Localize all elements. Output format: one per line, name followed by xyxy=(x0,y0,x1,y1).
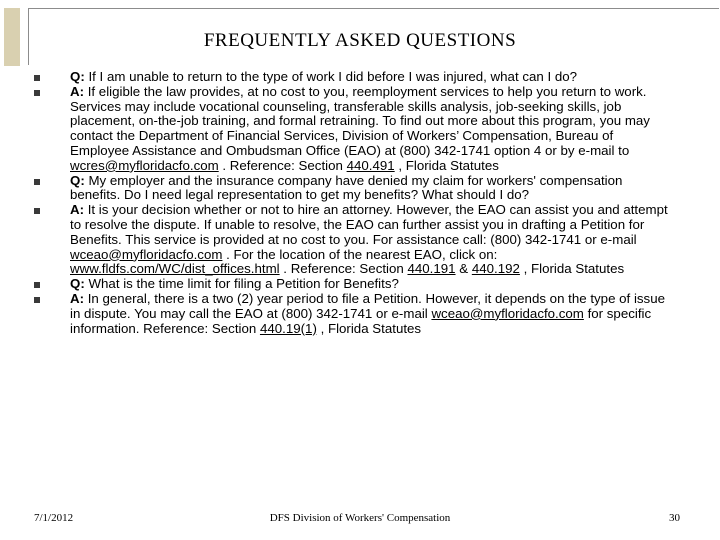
faq-question-3 xyxy=(34,277,674,292)
question-label: Q: xyxy=(70,276,85,292)
answer-label: A: xyxy=(70,83,85,99)
statute-link[interactable]: 440.191 xyxy=(407,261,456,277)
footer-date: 7/1/2012 xyxy=(34,512,74,524)
answer-text: If eligible the law provides, at no cost to you, reemployment services to help you return to work. Services may include vocational counseling, transferable skills analysis, job-seeking skills, job placement, on-the-job training, and formal retraining. To find out more about this program, you may contact the Department of Financial Services, Division of Workers’ Compensation, Bureau of Employee Assistance and Ombudsman Office (EAO) at (800) 342-1741 option 4 or by e-mail to xyxy=(70,83,650,158)
faq-answer-3 xyxy=(34,292,674,336)
bullet-icon xyxy=(34,90,40,96)
answer-text: In general, there is a two (2) year period to file a Petition. However, it depends on the type of issue in dispute. You may call the EAO at (800) 342-1741 or e-mail xyxy=(70,290,665,321)
email-link[interactable]: wceao@myfloridacfo.com xyxy=(431,305,584,321)
bullet-icon xyxy=(34,179,40,185)
answer-text-cont: . Reference: Section xyxy=(279,261,408,277)
answer-text-end: , Florida Statutes xyxy=(519,261,625,277)
bullet-icon xyxy=(34,297,40,303)
email-link[interactable]: wcres@myfloridacfo.com xyxy=(70,157,219,173)
answer-label: A: xyxy=(70,290,85,306)
question-label: Q: xyxy=(70,172,85,188)
statute-link[interactable]: 440.491 xyxy=(346,157,395,173)
bullet-icon xyxy=(34,75,40,81)
faq-list xyxy=(34,70,674,336)
page-number: 30 xyxy=(669,512,680,524)
email-link[interactable]: wceao@myfloridacfo.com xyxy=(70,246,223,262)
bullet-icon xyxy=(34,208,40,214)
statute-link[interactable]: 440.192 xyxy=(471,261,520,277)
question-text: My employer and the insurance company have denied my claim for workers' compensation benefits. Do I need legal representation to get my benefits? What should I do? xyxy=(70,172,623,203)
answer-label: A: xyxy=(70,202,85,218)
answer-text-cont: & xyxy=(455,261,472,277)
answer-text: It is your decision whether or not to hire an attorney. However, the EAO can assist you and attempt to resolve the dispute. If unable to resolve, the EAO can further assist you in drafting a Petition for Benefits. This service is provided at no cost to you. For assistance call: (800) 342-1741 or e-mail xyxy=(70,202,668,247)
question-text: What is the time limit for filing a Petition for Benefits? xyxy=(84,276,399,292)
answer-text-end: , Florida Statutes xyxy=(316,320,422,336)
offices-link[interactable]: www.fldfs.com/WC/dist_offices.html xyxy=(70,261,280,277)
answer-text-end: , Florida Statutes xyxy=(394,157,499,173)
footer-title: DFS Division of Workers' Compensation xyxy=(269,512,451,524)
answer-text-cont: . Reference: Section xyxy=(218,157,347,173)
bullet-icon xyxy=(34,282,40,288)
statute-link[interactable]: 440.19(1) xyxy=(259,320,317,336)
faq-question-2 xyxy=(34,174,674,204)
question-text: If I am unable to return to the type of work I did before I was injured, what can I do? xyxy=(84,69,578,84)
page-title: FREQUENTLY ASKED QUESTIONS xyxy=(203,30,517,51)
answer-text-cont: for specific information. Reference: Section xyxy=(70,305,652,336)
question-label: Q: xyxy=(70,69,85,84)
faq-answer-1 xyxy=(34,85,674,174)
answer-text-cont: . For the location of the nearest EAO, click on: xyxy=(222,246,498,262)
faq-question-1 xyxy=(34,70,674,85)
faq-answer-2 xyxy=(34,203,674,277)
